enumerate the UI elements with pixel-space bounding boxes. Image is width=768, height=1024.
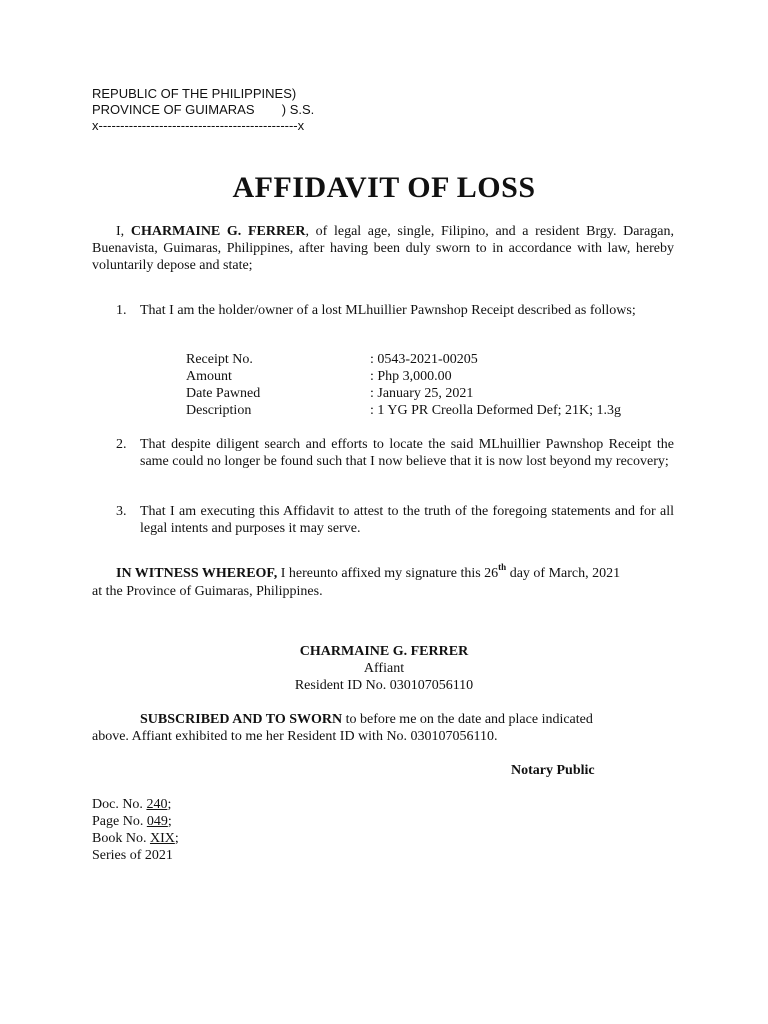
receipt-value: : 1 YG PR Creolla Deformed Def; 21K; 1.3g (370, 403, 622, 418)
subscribed-bold: SUBSCRIBED AND TO SWORN (140, 712, 343, 727)
receipt-value: : January 25, 2021 (370, 386, 474, 401)
receipt-row (186, 351, 656, 368)
receipt-label: Receipt No. (186, 352, 253, 367)
item-1-text: That I am the holder/owner of a lost MLhuillier Pawnshop Receipt described as follows; (140, 303, 636, 318)
affiant-role: Affiant (363, 661, 405, 676)
series (92, 847, 173, 864)
receipt-row (186, 402, 656, 419)
page-no (92, 813, 172, 830)
witness-sup: th (498, 562, 507, 573)
subscribed-line-2: above. Affiant exhibited to me her Resident ID with No. 030107056110. (92, 729, 498, 744)
intro-name: CHARMAINE G. FERRER (130, 224, 306, 239)
item-1-number: 1. (116, 303, 127, 318)
witness-text-1: I hereunto affixed my signature this 26 (277, 566, 499, 581)
document-title: AFFIDAVIT OF LOSS (232, 171, 536, 204)
page-suffix: ; (167, 814, 172, 829)
subscribed-paragraph (92, 711, 674, 728)
receipt-label: Description (186, 403, 252, 418)
doc-suffix: ; (167, 797, 172, 812)
item-2-text: That despite diligent search and efforts to locate the said MLhuillier Pawnshop Receipt the same could no longer be found such that I now believe that it is now lost beyond my recovery; (140, 437, 674, 469)
series-label: Series of 2021 (92, 848, 173, 863)
intro-prefix: I, (116, 224, 125, 239)
item-2-number: 2. (116, 437, 127, 452)
affiant-resident-id: Resident ID No. 030107056110 (294, 678, 474, 693)
witness-line-1 (116, 562, 676, 582)
notary-public (511, 762, 595, 779)
page-value: 049 (146, 814, 168, 829)
doc-label: Doc. No. (92, 797, 147, 812)
header-province (92, 102, 314, 118)
notary-public-text: Notary Public (511, 763, 595, 778)
receipt-value: : 0543-2021-00205 (370, 352, 478, 367)
witness-text-2: day of March, 2021 (506, 566, 621, 581)
witness-line-2: at the Province of Guimaras, Philippines. (92, 584, 323, 599)
item-3-text: That I am executing this Affidavit to attest to the truth of the foregoing statements and for all legal intents and purposes it may serve. (140, 504, 674, 536)
affiant-name (0, 643, 768, 660)
witness-bold: IN WITNESS WHEREOF, (116, 566, 278, 581)
receipt-label: Date Pawned (186, 386, 261, 401)
affiant-name-text: CHARMAINE G. FERRER (299, 644, 469, 659)
intro-text: , of legal age, single, Filipino, and a resident Brgy. Daragan, Buenavista, Guimaras, Philippines, after having been duly sworn to in accordance with law, hereby voluntarily depose and state; (92, 224, 675, 273)
book-no (92, 830, 179, 847)
item-3-number: 3. (116, 504, 127, 519)
header-ss: ) S.S. (281, 102, 315, 117)
receipt-row (186, 368, 656, 385)
receipt-label: Amount (186, 369, 232, 384)
doc-no (92, 796, 171, 813)
subscribed-text-1: to before me on the date and place indicated (342, 712, 593, 727)
book-value: XIX (149, 831, 175, 846)
receipt-row (186, 385, 656, 402)
header-separator: x----------------------------------------------x (92, 118, 305, 133)
header-province-name: PROVINCE OF GUIMARAS (92, 102, 255, 117)
intro-paragraph (92, 223, 674, 274)
receipt-value: : Php 3,000.00 (370, 369, 452, 384)
book-suffix: ; (174, 831, 179, 846)
doc-value: 240 (146, 797, 168, 812)
page-label: Page No. (92, 814, 147, 829)
header-republic: REPUBLIC OF THE PHILIPPINES) (92, 86, 297, 101)
book-label: Book No. (92, 831, 150, 846)
